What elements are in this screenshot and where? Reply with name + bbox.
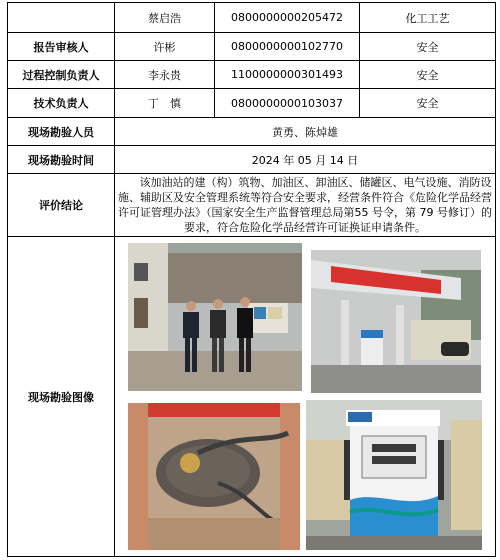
certificate-number: 0800000000205472	[215, 3, 360, 33]
table-row	[8, 61, 496, 89]
photo-staff-group	[128, 243, 302, 391]
table-row	[8, 33, 496, 61]
images-label: 现场勘验图像	[8, 237, 115, 557]
person-name: 丁 慎	[115, 89, 215, 118]
inspection-time-label: 现场勘验时间	[8, 146, 115, 174]
specialty: 安全	[360, 33, 496, 61]
evaluation-table	[7, 2, 496, 557]
table-row	[8, 146, 496, 174]
reviewer-label: 报告审核人	[8, 33, 115, 61]
tank-pit-image	[128, 403, 300, 550]
conclusion-text: 该加油站的建（构）筑物、加油区、卸油区、储罐区、电气设施、消防设施、辅助区及安全管理系统等符合安全要求，经营条件符合《危险化学品经营许可证管理办法》（国家安全生产监督管理总局第55 号令，第 79 号修订）的要求，符合危险化学品经营许可证换证申请条件。	[115, 174, 496, 237]
person-name: 李永贵	[115, 61, 215, 89]
photo-grid	[128, 240, 483, 553]
empty-cell	[8, 3, 115, 33]
person-name: 许彬	[115, 33, 215, 61]
certificate-number: 0800000000102770	[215, 33, 360, 61]
table-row	[8, 237, 496, 557]
specialty: 安全	[360, 61, 496, 89]
technical-lead-label: 技术负责人	[8, 89, 115, 118]
images-cell	[115, 237, 496, 557]
station-canopy-image	[311, 250, 481, 393]
inspectors-value: 黄勇、陈焯雄	[115, 118, 496, 146]
table-row	[8, 118, 496, 146]
conclusion-label: 评价结论	[8, 174, 115, 237]
table-row	[8, 3, 496, 33]
fuel-dispenser-image	[306, 400, 482, 550]
person-name: 蔡启浩	[115, 3, 215, 33]
inspectors-label: 现场勘验人员	[8, 118, 115, 146]
photo-tank-pit	[128, 403, 300, 550]
certificate-number: 0800000000103037	[215, 89, 360, 118]
process-control-label: 过程控制负责人	[8, 61, 115, 89]
certificate-number: 1100000000301493	[215, 61, 360, 89]
photo-station-canopy	[311, 250, 481, 393]
table-row	[8, 89, 496, 118]
specialty: 安全	[360, 89, 496, 118]
inspection-time-value: 2024 年 05 月 14 日	[115, 146, 496, 174]
specialty: 化工工艺	[360, 3, 496, 33]
photo-fuel-dispenser	[306, 400, 482, 550]
staff-group-image	[128, 243, 302, 391]
table-row	[8, 174, 496, 237]
